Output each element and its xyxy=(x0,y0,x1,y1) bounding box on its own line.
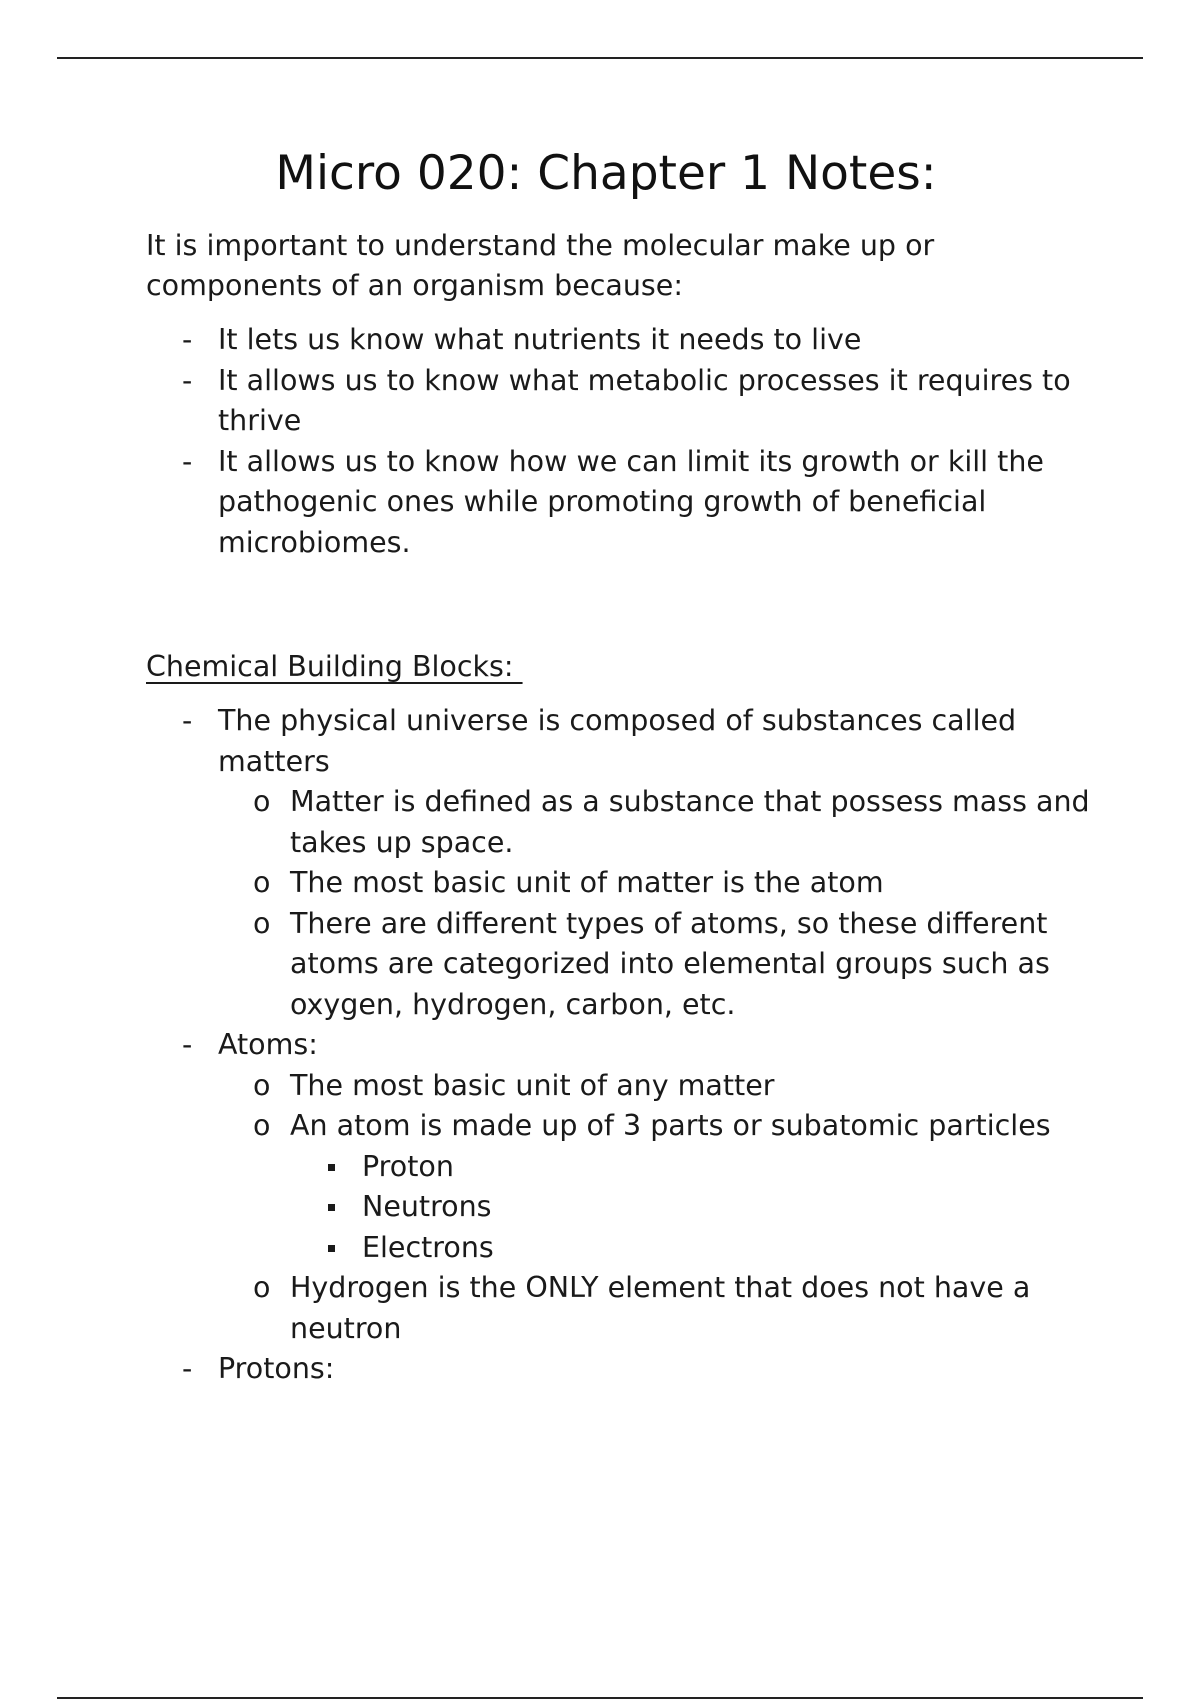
sub-list-item-text: There are different types of atoms, so these different atoms are categorized into elemental groups such as oxygen, hydrogen, carbon, etc. xyxy=(290,906,1050,1021)
sub-list-item xyxy=(218,904,1106,1026)
particle-item xyxy=(290,1147,1106,1188)
list-item-text: It allows us to know what metabolic processes it requires to thrive xyxy=(218,363,1071,437)
dash-bullet: - xyxy=(182,1028,193,1061)
building-blocks-list xyxy=(146,701,1106,1390)
list-item-text: It allows us to know how we can limit its growth or kill the pathogenic ones while promoting growth of beneficial microbiomes. xyxy=(218,444,1044,559)
list-item xyxy=(146,442,1106,564)
particle-list xyxy=(290,1147,1106,1269)
circle-bullet: o xyxy=(253,1109,271,1142)
list-item xyxy=(146,361,1106,442)
sub-list xyxy=(218,1066,1106,1350)
list-item-text: It lets us know what nutrients it needs to live xyxy=(218,323,862,356)
particle-item xyxy=(290,1187,1106,1228)
circle-bullet: o xyxy=(253,785,271,818)
reasons-list xyxy=(146,320,1106,563)
sub-list-item-text: The most basic unit of any matter xyxy=(290,1068,775,1102)
list-item xyxy=(146,1025,1106,1349)
list-item-text: The physical universe is composed of substances called matters xyxy=(218,704,1017,778)
square-bullet-icon xyxy=(328,1164,335,1171)
sub-list-item-text: An atom is made up of 3 parts or subatomic particles xyxy=(290,1109,1051,1142)
dash-bullet: - xyxy=(182,1352,193,1385)
section-heading: Chemical Building Blocks: xyxy=(146,650,523,683)
intro-paragraph: It is important to understand the molecular make up or components of an organism because: xyxy=(146,229,935,302)
square-bullet-icon xyxy=(328,1204,335,1211)
sub-list-item xyxy=(218,1066,1106,1107)
particle-text: Neutrons xyxy=(362,1190,492,1223)
circle-bullet: o xyxy=(253,1068,271,1102)
sub-list-item xyxy=(218,863,1106,904)
list-item xyxy=(146,1349,1106,1390)
page-title: Micro 020: Chapter 1 Notes: xyxy=(275,146,937,201)
sub-list xyxy=(218,782,1106,1025)
particle-text: Electrons xyxy=(362,1230,494,1264)
particle-item xyxy=(290,1228,1106,1269)
sub-list-item xyxy=(218,782,1106,863)
dash-bullet: - xyxy=(182,363,193,397)
circle-bullet: o xyxy=(253,906,271,940)
square-bullet-icon xyxy=(328,1245,335,1252)
list-item xyxy=(146,701,1106,1025)
list-item-text: Atoms: xyxy=(218,1028,318,1061)
top-rule xyxy=(57,57,1143,59)
sub-list-item-text: Matter is defined as a substance that possess mass and takes up space. xyxy=(290,785,1090,859)
list-item-text: Protons: xyxy=(218,1352,335,1385)
dash-bullet: - xyxy=(182,704,193,737)
sub-list-item-text: Hydrogen is the ONLY element that does not have a neutron xyxy=(290,1271,1031,1345)
sub-list-item xyxy=(218,1106,1106,1268)
document-page xyxy=(146,140,1106,1390)
sub-list-item-text: The most basic unit of matter is the atom xyxy=(290,866,884,899)
list-item xyxy=(146,320,1106,361)
bottom-rule xyxy=(57,1697,1143,1699)
particle-text: Proton xyxy=(362,1149,454,1183)
circle-bullet: o xyxy=(253,866,271,899)
dash-bullet: - xyxy=(182,444,193,478)
dash-bullet: - xyxy=(182,323,193,356)
sub-list-item xyxy=(218,1268,1106,1349)
circle-bullet: o xyxy=(253,1271,271,1304)
